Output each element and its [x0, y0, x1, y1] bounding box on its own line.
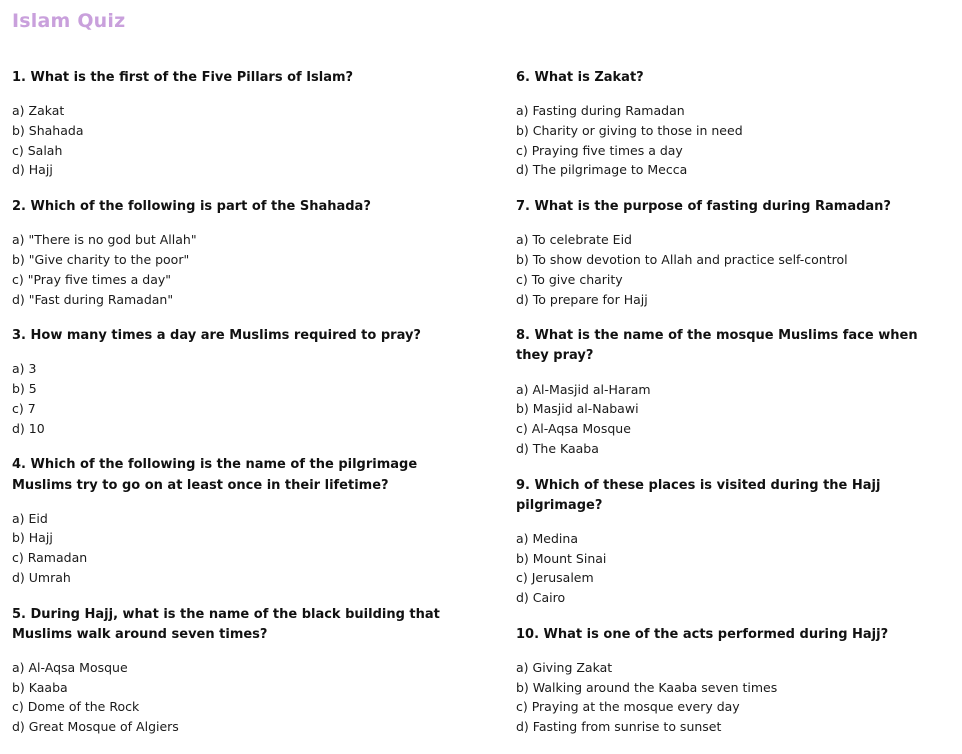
answer-option[interactable]: c) "Pray five times a day" [12, 271, 171, 287]
answer-option[interactable]: c) Salah [12, 142, 63, 158]
answer-option[interactable]: a) Al-Aqsa Mosque [12, 659, 128, 675]
question-block [12, 197, 453, 309]
answer-option[interactable]: c) Dome of the Rock [12, 699, 140, 715]
answer-option[interactable]: a) Giving Zakat [516, 659, 613, 675]
answer-option[interactable]: a) Medina [516, 530, 578, 546]
question-block [12, 68, 453, 180]
answer-option[interactable]: b) "Give charity to the poor" [12, 252, 190, 268]
question-block [516, 476, 950, 608]
quiz-columns [12, 68, 950, 754]
question-text: 7. What is the purpose of fasting during Ramadan? [516, 199, 891, 215]
answer-option[interactable]: c) Al-Aqsa Mosque [516, 421, 631, 437]
answer-option[interactable]: d) Hajj [12, 162, 53, 178]
answer-list [516, 101, 950, 180]
quiz-column-left [12, 68, 481, 754]
question-block [516, 68, 950, 180]
answer-option[interactable]: d) Great Mosque of Algiers [12, 719, 179, 735]
answer-option[interactable]: a) Eid [12, 510, 48, 526]
answer-option[interactable]: d) "Fast during Ramadan" [12, 291, 174, 307]
answer-list [12, 359, 453, 438]
answer-option[interactable]: b) Kaaba [12, 679, 68, 695]
answer-list [516, 380, 950, 459]
answer-option[interactable]: a) "There is no god but Allah" [12, 232, 197, 248]
answer-list [516, 230, 950, 309]
answer-option[interactable]: d) Cairo [516, 590, 566, 606]
question-text: 1. What is the first of the Five Pillars of Islam? [12, 70, 354, 85]
answer-option[interactable]: c) To give charity [516, 271, 623, 287]
page-title: Islam Quiz [12, 10, 126, 32]
answer-option[interactable]: a) Al-Masjid al-Haram [516, 381, 651, 397]
answer-option[interactable]: a) Fasting during Ramadan [516, 103, 685, 119]
question-text: 4. Which of the following is the name of the pilgrimage Muslims try to go on at least once in their lifetime? [12, 457, 418, 493]
quiz-column-right [481, 68, 950, 754]
answer-list [12, 509, 453, 588]
answer-option[interactable]: b) Mount Sinai [516, 550, 607, 566]
question-text: 3. How many times a day are Muslims required to pray? [12, 328, 421, 344]
question-text: 2. Which of the following is part of the Shahada? [12, 199, 371, 215]
question-block [516, 625, 950, 737]
answer-option[interactable]: b) Hajj [12, 530, 53, 546]
answer-option[interactable]: c) Praying at the mosque every day [516, 699, 740, 715]
answer-option[interactable]: d) The pilgrimage to Mecca [516, 162, 688, 178]
answer-option[interactable]: b) Masjid al-Nabawi [516, 401, 639, 417]
question-block [516, 326, 950, 458]
answer-option[interactable]: a) To celebrate Eid [516, 232, 632, 248]
answer-option[interactable]: c) Praying five times a day [516, 142, 683, 158]
question-text: 10. What is one of the acts performed during Hajj? [516, 626, 889, 642]
answer-option[interactable]: d) Fasting from sunrise to sunset [516, 719, 722, 735]
answer-option[interactable]: c) Ramadan [12, 550, 88, 566]
answer-list [516, 658, 950, 737]
question-block [12, 326, 453, 438]
answer-option[interactable]: d) Umrah [12, 569, 71, 585]
question-block [12, 605, 453, 737]
answer-option[interactable]: a) 3 [12, 361, 37, 377]
answer-option[interactable]: a) Zakat [12, 103, 65, 119]
answer-option[interactable]: b) 5 [12, 381, 37, 397]
answer-option[interactable]: d) 10 [12, 420, 45, 436]
answer-option[interactable]: c) 7 [12, 400, 36, 416]
answer-option[interactable]: c) Jerusalem [516, 570, 594, 586]
question-block [516, 197, 950, 309]
question-block [12, 455, 453, 587]
answer-option[interactable]: d) The Kaaba [516, 440, 599, 456]
answer-list [12, 658, 453, 737]
answer-option[interactable]: b) Charity or giving to those in need [516, 122, 743, 138]
answer-option[interactable]: b) Walking around the Kaaba seven times [516, 679, 778, 695]
question-text: 8. What is the name of the mosque Muslims face when they pray? [516, 328, 918, 364]
question-text: 5. During Hajj, what is the name of the black building that Muslims walk around seven times? [12, 606, 440, 642]
question-text: 6. What is Zakat? [516, 70, 644, 85]
answer-list [516, 529, 950, 608]
answer-option[interactable]: d) To prepare for Hajj [516, 291, 648, 307]
question-text: 9. Which of these places is visited during the Hajj pilgrimage? [516, 477, 881, 513]
answer-option[interactable]: b) To show devotion to Allah and practice self-control [516, 252, 848, 268]
answer-list [12, 230, 453, 309]
answer-option[interactable]: b) Shahada [12, 122, 84, 138]
answer-list [12, 101, 453, 180]
